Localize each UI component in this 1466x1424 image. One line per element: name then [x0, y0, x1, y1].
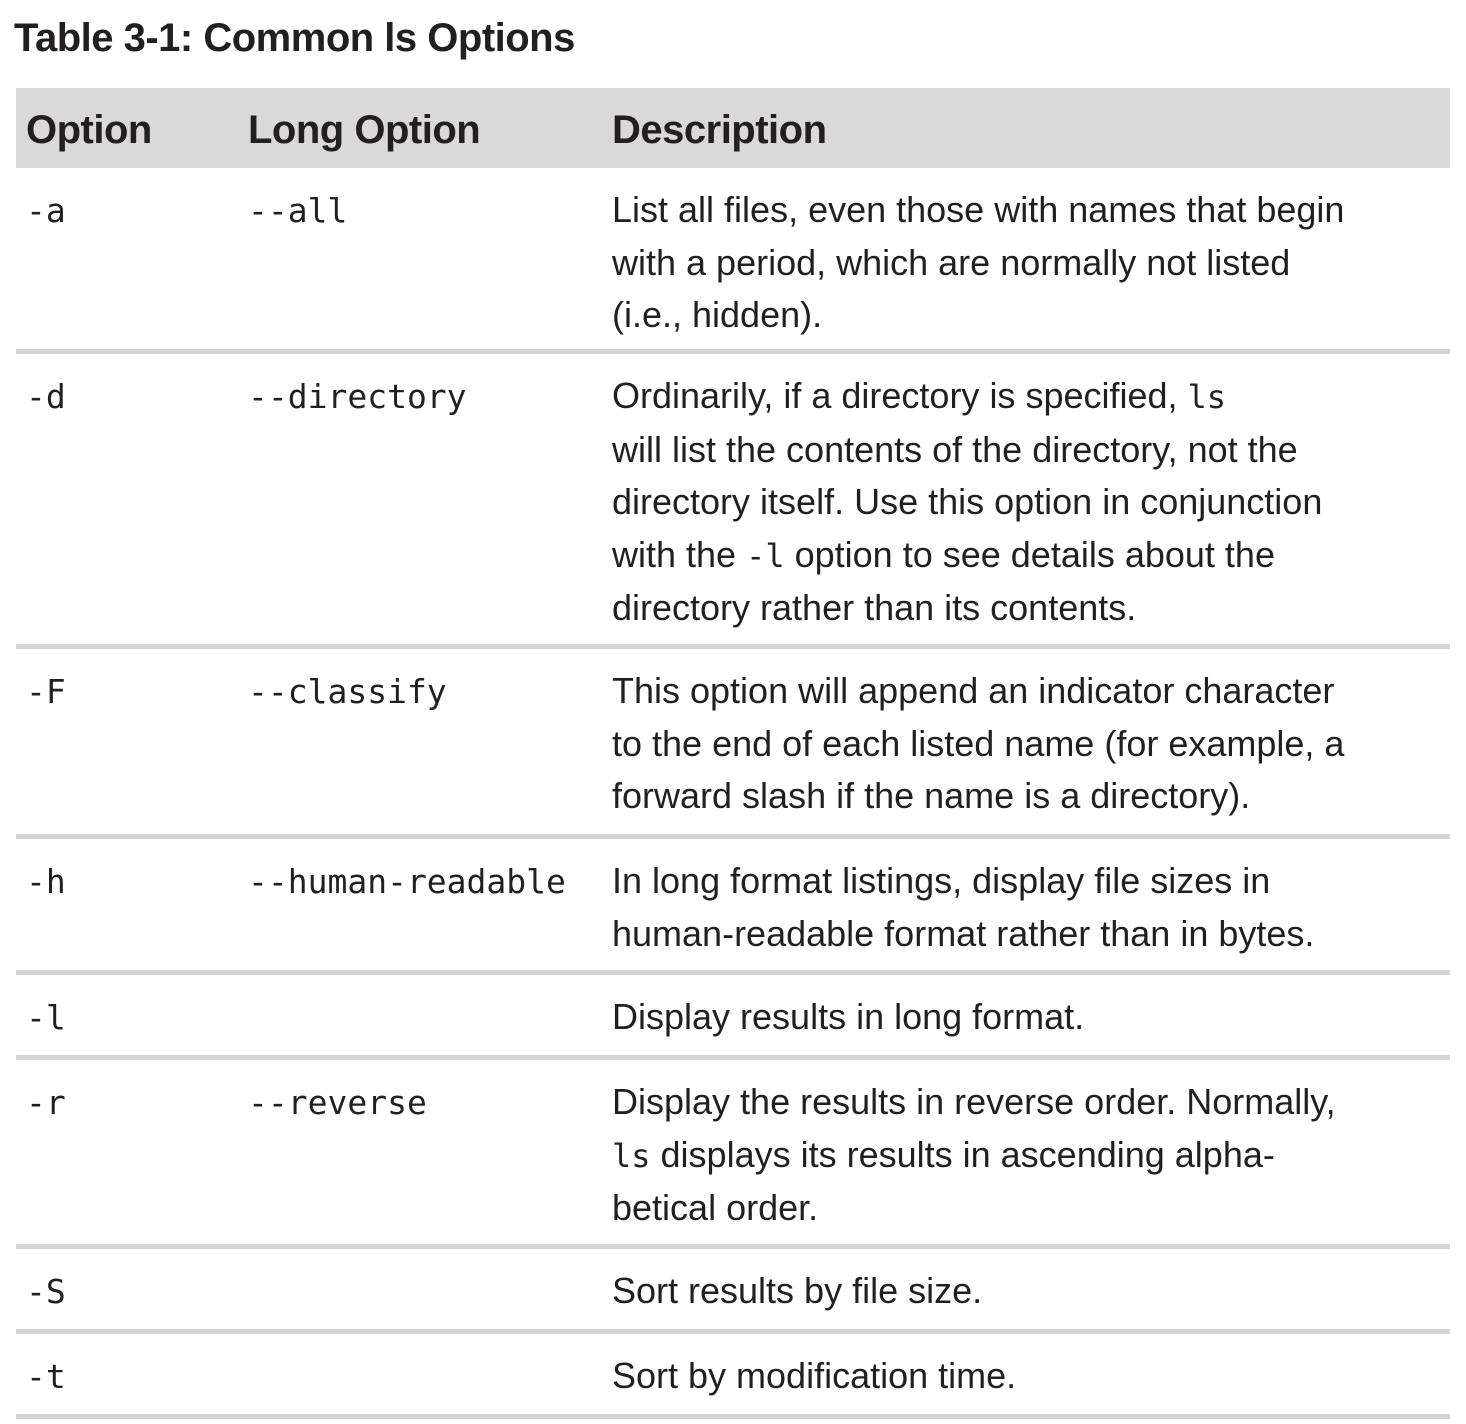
header-long-option: Long Option [248, 108, 481, 152]
table-row [16, 1334, 1450, 1419]
description-text: (i.e., hidden). [612, 294, 823, 335]
description-line [612, 991, 1442, 1044]
option-cell: -l [26, 998, 66, 1037]
description-text: betical order. [612, 1187, 819, 1228]
options-table [16, 88, 1450, 1424]
description-cell [612, 855, 1442, 960]
description-cell [612, 184, 1442, 342]
description-line [612, 718, 1442, 771]
description-line [612, 1182, 1442, 1235]
description-text: This option will append an indicator character [612, 670, 1335, 711]
long-option-cell: --human-readable [248, 862, 566, 901]
description-text: Display the results in reverse order. Normally, [612, 1081, 1336, 1122]
description-cell [612, 1076, 1442, 1235]
description-line [612, 370, 1442, 424]
table-header-row [16, 88, 1450, 168]
description-line [612, 184, 1442, 237]
description-text: forward slash if the name is a directory). [612, 775, 1251, 816]
inline-code: -l [746, 536, 785, 575]
description-text: human-readable format rather than in bytes. [612, 912, 1315, 954]
option-cell: -t [26, 1357, 66, 1396]
description-line [612, 289, 1442, 342]
description-text: with the [612, 533, 747, 575]
description-line [612, 424, 1442, 477]
description-text: Display results in long format. [612, 996, 1085, 1037]
description-cell [612, 370, 1442, 635]
description-line [612, 855, 1442, 908]
option-cell: -d [26, 377, 66, 416]
description-text: Sort results by file size. [612, 1270, 983, 1311]
option-cell: -S [26, 1272, 66, 1311]
option-cell: -h [26, 862, 66, 901]
description-text: Sort by modification time. [612, 1355, 1017, 1396]
description-text: will list the contents of the directory, not the [612, 428, 1298, 470]
description-line [612, 665, 1442, 718]
description-text: displays its results in ascending alpha- [650, 1133, 1275, 1175]
table-body [16, 168, 1450, 1419]
option-cell: -F [26, 672, 66, 711]
description-text: option to see details about the [784, 533, 1275, 575]
table-row [16, 168, 1450, 354]
header-description: Description [612, 108, 827, 152]
description-text: to the end of each listed name (for example, a [612, 722, 1345, 764]
description-text: List all files, even those with names that begin [612, 189, 1345, 230]
table-row [16, 975, 1450, 1060]
table-row [16, 649, 1450, 839]
table-caption: Table 3-1: Common ls Options [14, 16, 575, 60]
description-line [612, 908, 1442, 961]
option-cell: -a [26, 191, 66, 230]
table-row [16, 839, 1450, 975]
description-text: In long format listings, display file sizes in [612, 860, 1271, 901]
description-line [612, 1129, 1442, 1183]
description-line [612, 1076, 1442, 1129]
long-option-cell: --directory [248, 377, 467, 416]
description-line [612, 529, 1442, 583]
inline-code: ls [612, 1136, 651, 1175]
description-line [612, 1350, 1442, 1403]
description-text: Ordinarily, if a directory is specified, [612, 375, 1188, 416]
table-bottom-rule [16, 1419, 1450, 1424]
description-cell [612, 991, 1442, 1044]
long-option-cell: --classify [248, 672, 447, 711]
description-line [612, 237, 1442, 290]
description-cell [612, 1265, 1442, 1318]
description-line [612, 582, 1442, 635]
long-option-cell: --reverse [248, 1083, 427, 1122]
description-cell [612, 665, 1442, 823]
description-text: directory itself. Use this option in conjunction [612, 481, 1323, 522]
option-cell: -r [26, 1083, 66, 1122]
description-text: directory rather than its contents. [612, 587, 1137, 628]
description-line [612, 770, 1442, 823]
table-row [16, 1249, 1450, 1334]
long-option-cell: --all [248, 191, 348, 230]
description-text: with a period, which are normally not listed [612, 241, 1291, 283]
description-line [612, 1265, 1442, 1318]
table-row [16, 354, 1450, 649]
description-line [612, 476, 1442, 529]
table-row [16, 1060, 1450, 1249]
inline-code: ls [1187, 378, 1227, 416]
header-option: Option [26, 108, 152, 152]
description-cell [612, 1350, 1442, 1403]
